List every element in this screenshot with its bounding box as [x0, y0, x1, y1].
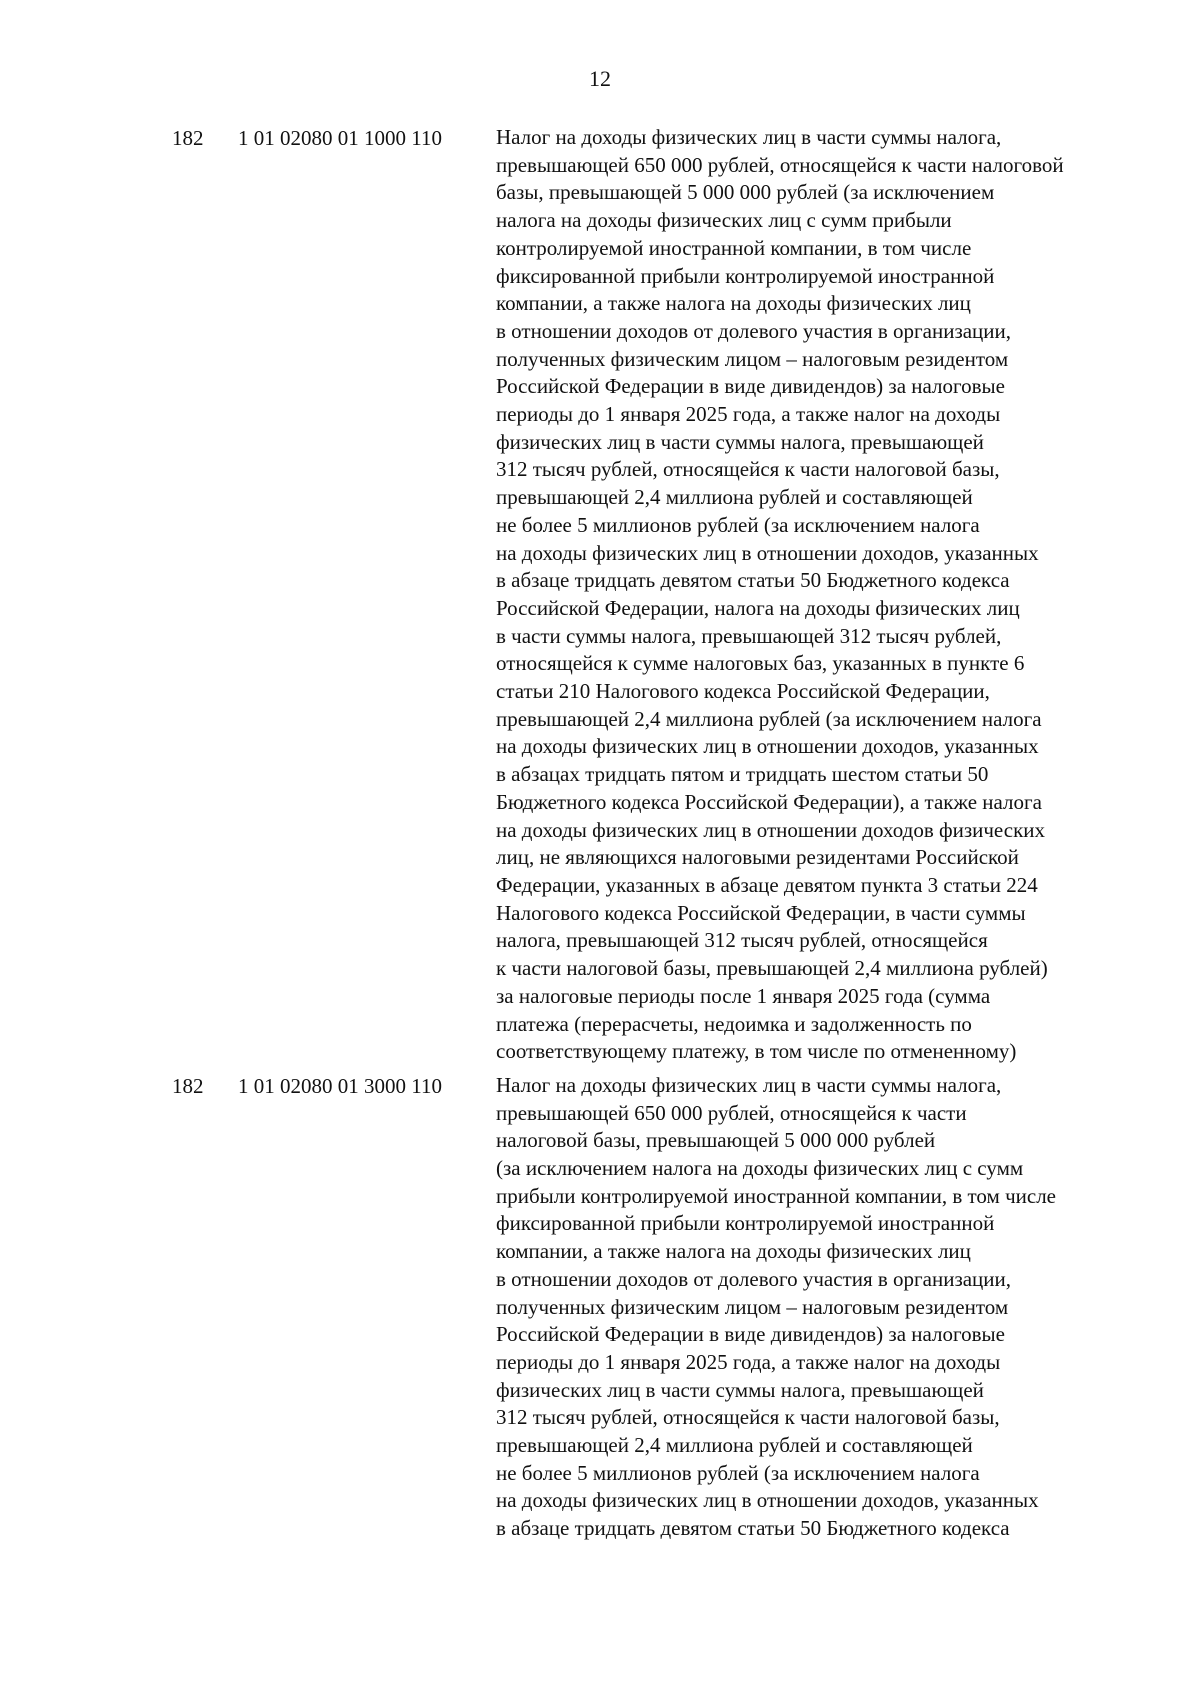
- description-line: (за исключением налога на доходы физических лиц с сумм: [496, 1156, 1024, 1181]
- description-line: статьи 210 Налогового кодекса Российской Федерации,: [496, 679, 990, 704]
- description-line: налоговой базы, превышающей 5 000 000 рублей: [496, 1128, 936, 1153]
- admin-code-cell: 182: [172, 1073, 204, 1098]
- description-line: физических лиц в части суммы налога, превышающей: [496, 429, 984, 454]
- description-line: Бюджетного кодекса Российской Федерации), а также налога: [496, 789, 1042, 814]
- description-line: полученных физическим лицом – налоговым резидентом: [496, 1294, 1009, 1319]
- description-line: на доходы физических лиц в отношении доходов, указанных: [496, 734, 1039, 759]
- description-line: Российской Федерации в виде дивидендов) за налоговые: [496, 1322, 1005, 1347]
- description-line: на доходы физических лиц в отношении доходов физических: [496, 817, 1046, 842]
- description-line: соответствующему платежу, в том числе по отмененному): [496, 1039, 1017, 1064]
- description-line: не более 5 миллионов рублей (за исключением налога: [496, 512, 980, 537]
- description-line: в абзаце тридцать девятом статьи 50 Бюджетного кодекса: [496, 568, 1010, 593]
- description-line: налога, превышающей 312 тысяч рублей, относящейся: [496, 928, 988, 953]
- description-line: полученных физическим лицом – налоговым резидентом: [496, 346, 1009, 371]
- description-line: фиксированной прибыли контролируемой иностранной: [496, 1211, 995, 1236]
- description-line: за налоговые периоды после 1 января 2025 года (сумма: [496, 983, 991, 1008]
- description-line: Налог на доходы физических лиц в части суммы налога,: [496, 1072, 1002, 1097]
- description-line: компании, а также налога на доходы физических лиц: [496, 1239, 971, 1264]
- table-row: [0, 124, 1200, 1066]
- revenue-code-cell: 1 01 02080 01 3000 110: [238, 1073, 442, 1098]
- description-line: фиксированной прибыли контролируемой иностранной: [496, 263, 995, 288]
- description-line: Российской Федерации в виде дивидендов) за налоговые: [496, 374, 1005, 399]
- description-line: 312 тысяч рублей, относящейся к части налоговой базы,: [496, 457, 1000, 482]
- description-line: в отношении доходов от долевого участия в организации,: [496, 318, 1012, 343]
- budget-code-table: [0, 124, 1200, 1543]
- description-line: прибыли контролируемой иностранной компании, в том числе: [496, 1183, 1056, 1208]
- description-line: в части суммы налога, превышающей 312 тысяч рублей,: [496, 623, 1002, 648]
- description-line: Федерации, указанных в абзаце девятом пункта 3 статьи 224: [496, 872, 1038, 897]
- description-line: контролируемой иностранной компании, в том числе: [496, 235, 972, 260]
- description-line: к части налоговой базы, превышающей 2,4 миллиона рублей): [496, 956, 1048, 981]
- description-line: не более 5 миллионов рублей (за исключением налога: [496, 1460, 980, 1485]
- admin-code-cell: 182: [172, 126, 204, 150]
- description-line: превышающей 2,4 миллиона рублей и составляющей: [496, 485, 973, 510]
- description-line: в абзаце тридцать девятом статьи 50 Бюджетного кодекса: [496, 1516, 1010, 1541]
- description-cell: [496, 124, 1136, 1066]
- description-line: периоды до 1 января 2025 года, а также налог на доходы: [496, 402, 1001, 427]
- description-line: Налог на доходы физических лиц в части суммы налога,: [496, 125, 1002, 149]
- description-line: 312 тысяч рублей, относящейся к части налоговой базы,: [496, 1405, 1000, 1430]
- page-number: 12: [589, 66, 611, 91]
- description-line: Российской Федерации, налога на доходы физических лиц: [496, 595, 1020, 620]
- description-line: налога на доходы физических лиц с сумм прибыли: [496, 208, 952, 233]
- description-line: Налогового кодекса Российской Федерации, в части суммы: [496, 900, 1026, 925]
- description-line: физических лиц в части суммы налога, превышающей: [496, 1377, 984, 1402]
- description-line: в абзацах тридцать пятом и тридцать шестом статьи 50: [496, 762, 989, 787]
- description-line: на доходы физических лиц в отношении доходов, указанных: [496, 1488, 1039, 1513]
- revenue-code-cell: 1 01 02080 01 1000 110: [238, 126, 442, 150]
- description-line: периоды до 1 января 2025 года, а также налог на доходы: [496, 1349, 1001, 1374]
- description-line: платежа (перерасчеты, недоимка и задолженность по: [496, 1011, 972, 1036]
- description-line: лиц, не являющихся налоговыми резидентами Российской: [496, 845, 1019, 870]
- description-line: превышающей 650 000 рублей, относящейся к части налоговой: [496, 152, 1064, 177]
- description-cell: [496, 1072, 1136, 1543]
- table-row: [0, 1072, 1200, 1543]
- description-line: компании, а также налога на доходы физических лиц: [496, 291, 971, 316]
- description-line: превышающей 650 000 рублей, относящейся к части: [496, 1100, 967, 1125]
- description-line: базы, превышающей 5 000 000 рублей (за исключением: [496, 180, 995, 205]
- description-line: в отношении доходов от долевого участия в организации,: [496, 1266, 1012, 1291]
- description-line: на доходы физических лиц в отношении доходов, указанных: [496, 540, 1039, 565]
- description-line: превышающей 2,4 миллиона рублей и составляющей: [496, 1433, 973, 1458]
- description-line: превышающей 2,4 миллиона рублей (за исключением налога: [496, 706, 1042, 731]
- description-line: относящейся к сумме налоговых баз, указанных в пункте 6: [496, 651, 1025, 676]
